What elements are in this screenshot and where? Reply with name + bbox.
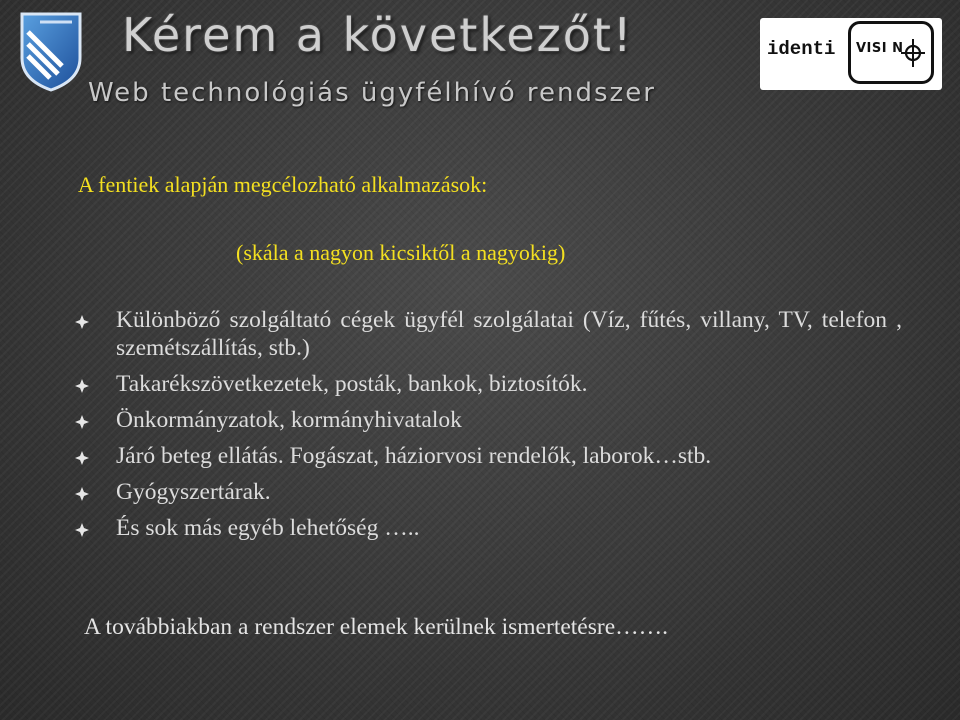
list-item-text: Járó beteg ellátás. Fogászat, háziorvosi rendelők, laborok…stb. (116, 443, 712, 469)
brand-box-text: VISI N (856, 41, 904, 56)
brand-text: identi (767, 38, 836, 60)
list-item (72, 442, 902, 470)
brand-box (848, 21, 934, 84)
list-item-text: Takarékszövetkezetek, posták, bankok, biztosítók. (116, 371, 588, 397)
list-item-text: Különböző szolgáltató cégek ügyfél szolgálatai (Víz, fűtés, villany, TV, telefon , szemétszállítás, stb.) (116, 307, 902, 361)
list-item (72, 514, 902, 542)
page-title: Kérem a következőt! (122, 8, 634, 62)
footer-text: A továbbiakban a rendszer elemek kerülnek ismertetésre……. (84, 614, 669, 640)
list-item-text: Önkormányzatok, kormányhivatalok (116, 407, 462, 433)
diamond-bullet-icon (74, 414, 90, 430)
page-subtitle: Web technológiás ügyfélhívó rendszer (88, 78, 656, 108)
identivision-logo (760, 18, 942, 90)
reticle-icon (900, 37, 926, 69)
content-heading: A fentiek alapján megcélozható alkalmazások: (78, 172, 488, 197)
diamond-bullet-icon (74, 378, 90, 394)
diamond-bullet-icon (74, 486, 90, 502)
list-item (72, 478, 902, 506)
diamond-bullet-icon (74, 450, 90, 466)
scale-note: (skála a nagyon kicsiktől a nagyokig) (236, 240, 566, 265)
diamond-bullet-icon (74, 522, 90, 538)
list-item-text: Gyógyszertárak. (116, 479, 271, 505)
list-item-text: És sok más egyéb lehetőség ….. (116, 515, 420, 541)
diamond-bullet-icon (74, 314, 90, 330)
list-item (72, 306, 902, 362)
shield-logo-icon (18, 10, 84, 92)
list-item (72, 406, 902, 434)
bullet-list (72, 306, 902, 550)
list-item (72, 370, 902, 398)
